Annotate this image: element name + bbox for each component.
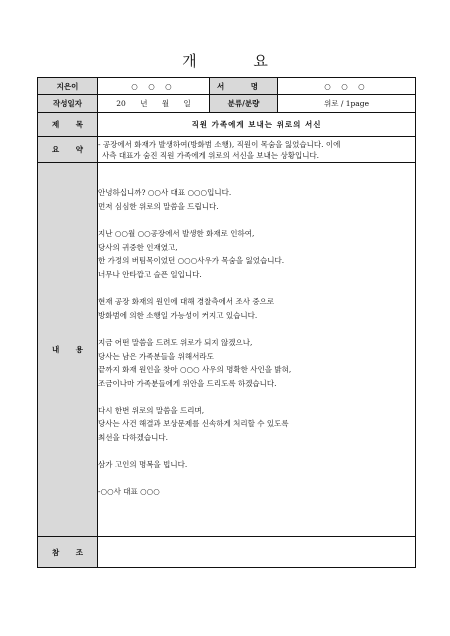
date-value: [98, 95, 210, 113]
reference-value: [98, 537, 416, 568]
summary-label: 요 약: [38, 137, 98, 163]
category-label: 분류/분량: [210, 95, 278, 113]
summary-line-2: 사측 대표가 숨진 직원 가족에게 위로의 서신을 보내는 상황입니다.: [102, 150, 320, 160]
letter-line: 당사는 사건 해결과 보상문제를 신속하게 처리할 수 있도록: [98, 419, 289, 429]
letter-line: 안녕하십니까? ○○사 대표 ○○○입니다.: [98, 188, 232, 198]
letter-line: 당사는 남은 가족분들을 위해서라도: [98, 351, 214, 361]
content-label: 내 용: [38, 163, 98, 537]
summary-row: [38, 137, 416, 163]
signature-label: [210, 78, 278, 95]
content-row: [38, 163, 416, 537]
date-value-text: 20 년 월 일: [116, 99, 191, 108]
letter-line: 당사의 귀중한 인재였고,: [98, 242, 178, 252]
summary-line-1: - 공장에서 화재가 발생하여(방화범 소행), 직원이 목숨을 잃었습니다. 이에: [98, 139, 341, 149]
letter-paragraph-5: [98, 404, 415, 445]
letter-line: 먼저 심심한 위로의 말씀을 드립니다.: [98, 201, 219, 211]
letter-line: -○○사 대표 ○○○: [98, 487, 160, 497]
reference-label: 참 조: [38, 537, 98, 568]
letter-body: [98, 163, 416, 537]
letter-line: 다시 한번 위로의 말씀을 드리며,: [98, 405, 205, 415]
summary-form-table: [37, 77, 416, 568]
summary-value: [98, 137, 416, 163]
letter-paragraph-1: [98, 186, 415, 213]
page-title: 개 요: [182, 52, 294, 70]
letter-paragraph-6: [98, 458, 415, 472]
letter-line: 너무나 안타깝고 슬픈 일입니다.: [98, 269, 202, 279]
date-label: 작성일자: [38, 95, 98, 113]
letter-signoff: [98, 485, 415, 499]
subject-value: 직원 가족에게 보내는 위로의 서신: [98, 113, 416, 137]
reference-row: [38, 537, 416, 568]
letter-paragraph-3: [98, 295, 415, 322]
signature-label-text: 서 명: [216, 81, 271, 91]
author-row: [38, 78, 416, 95]
letter-paragraph-2: [98, 227, 415, 281]
letter-line: 끝까지 화재 원인을 찾아 ○○○ 사우의 명확한 사인을 밝혀,: [98, 365, 292, 375]
letter-paragraph-4: [98, 336, 415, 390]
category-value: 위로 / 1page: [278, 95, 416, 113]
letter-line: 조금이나마 가족분들에게 위안을 드리도록 하겠습니다.: [98, 378, 277, 388]
letter-line: 최선을 다하겠습니다.: [98, 433, 168, 443]
letter-line: 삼가 고인의 명복을 빕니다.: [98, 460, 188, 470]
author-label: 지은이: [38, 78, 98, 95]
date-row: [38, 95, 416, 113]
letter-line: 현재 공장 화재의 원인에 대해 경찰측에서 조사 중으로: [98, 297, 275, 307]
author-value: ○ ○ ○: [98, 78, 210, 95]
letter-line: 한 가정의 버팀목이었던 ○○○사우가 목숨을 잃었습니다.: [98, 256, 285, 266]
subject-row: [38, 113, 416, 137]
signature-value: ○ ○ ○: [278, 78, 416, 95]
subject-label: 제 목: [38, 113, 98, 137]
letter-line: 지금 어떤 말씀을 드려도 위로가 되지 않겠으나,: [98, 337, 253, 347]
letter-line: 지난 ○○월 ○○공장에서 발생한 화재로 인하여,: [98, 229, 255, 239]
letter-line: 방화범에 의한 소행일 가능성이 커지고 있습니다.: [98, 310, 258, 320]
